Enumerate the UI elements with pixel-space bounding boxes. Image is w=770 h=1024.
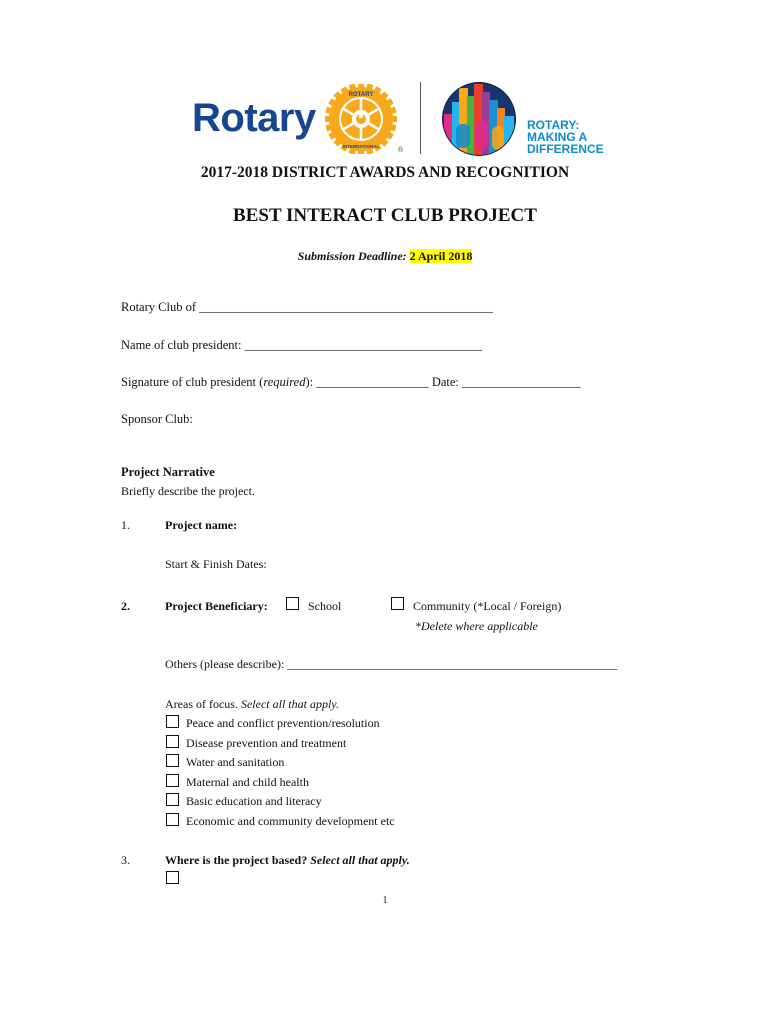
area-label: Peace and conflict prevention/resolution (186, 716, 380, 730)
item-3-label: Where is the project based? (165, 853, 311, 867)
area-checkbox[interactable] (166, 715, 179, 728)
theme-line-3: DIFFERENCE (527, 142, 604, 156)
wheel-text-bottom: INTERNATIONAL (342, 144, 380, 149)
school-option-label: School (308, 599, 342, 613)
area-label: Economic and community development etc (186, 814, 395, 828)
project-title: BEST INTERACT CLUB PROJECT (233, 205, 537, 226)
item-2-number: 2. (121, 599, 130, 613)
location-checkbox[interactable] (166, 871, 179, 884)
awards-title: 2017-2018 DISTRICT AWARDS AND RECOGNITION (200, 164, 570, 181)
sponsor-club-field[interactable]: Sponsor Club: (121, 412, 193, 426)
rotary-wordmark: Rotary (192, 96, 316, 140)
community-option-label: Community (*Local / Foreign) (413, 599, 562, 613)
areas-label: Areas of focus. (165, 697, 241, 711)
deadline-label: Submission Deadline (297, 249, 403, 263)
making-a-difference-emblem (440, 80, 520, 158)
start-finish-dates-label[interactable]: Start & Finish Dates: (165, 557, 267, 571)
area-checkbox[interactable] (166, 735, 179, 748)
area-checkbox[interactable] (166, 754, 179, 767)
area-checkbox[interactable] (166, 793, 179, 806)
rotary-wheel-logo (318, 84, 408, 154)
signature-prefix: Signature of club president ( (121, 375, 264, 389)
page-number: 1 (382, 895, 388, 906)
area-checkbox[interactable] (166, 774, 179, 787)
deadline-value: 2 April 2018 (409, 249, 473, 263)
theme-slogan (527, 119, 604, 155)
area-checkbox[interactable] (166, 813, 179, 826)
area-label: Maternal and child health (186, 775, 309, 789)
beneficiary-label: Project Beneficiary: (165, 599, 268, 613)
signature-required: required (263, 375, 306, 389)
signature-field[interactable] (121, 375, 581, 390)
item-1-number: 1. (121, 518, 130, 532)
signature-suffix: ): __________________ Date: ___________________ (305, 375, 581, 389)
area-label: Disease prevention and treatment (186, 736, 347, 750)
area-label: Basic education and literacy (186, 794, 322, 808)
delete-note: *Delete where applicable (415, 619, 538, 633)
theme-line-1: ROTARY: (527, 118, 580, 132)
president-name-field[interactable]: Name of club president: ______________________________________ (121, 338, 483, 352)
others-describe-field[interactable]: Others (please describe): _______________________________________________________ (165, 657, 618, 671)
logo-divider (420, 82, 421, 154)
deadline-colon: : (402, 249, 407, 263)
project-location-question (165, 853, 410, 868)
community-checkbox[interactable] (391, 597, 404, 610)
registered-mark: ® (398, 147, 404, 154)
area-label: Water and sanitation (186, 755, 285, 769)
areas-hint: Select all that apply. (240, 697, 339, 711)
areas-of-focus-label (165, 697, 339, 712)
narrative-heading: Project Narrative (121, 465, 215, 479)
project-name-label[interactable]: Project name: (165, 518, 238, 532)
theme-line-2: MAKING A (527, 130, 588, 144)
narrative-instruction: Briefly describe the project. (121, 484, 255, 498)
submission-deadline (0, 249, 770, 264)
item-3-hint: Select all that apply. (310, 853, 410, 867)
rotary-club-field[interactable]: Rotary Club of _______________________________________________ (121, 300, 493, 314)
school-checkbox[interactable] (286, 597, 299, 610)
wheel-text-top: ROTARY (348, 92, 374, 98)
item-3-number: 3. (121, 853, 130, 867)
